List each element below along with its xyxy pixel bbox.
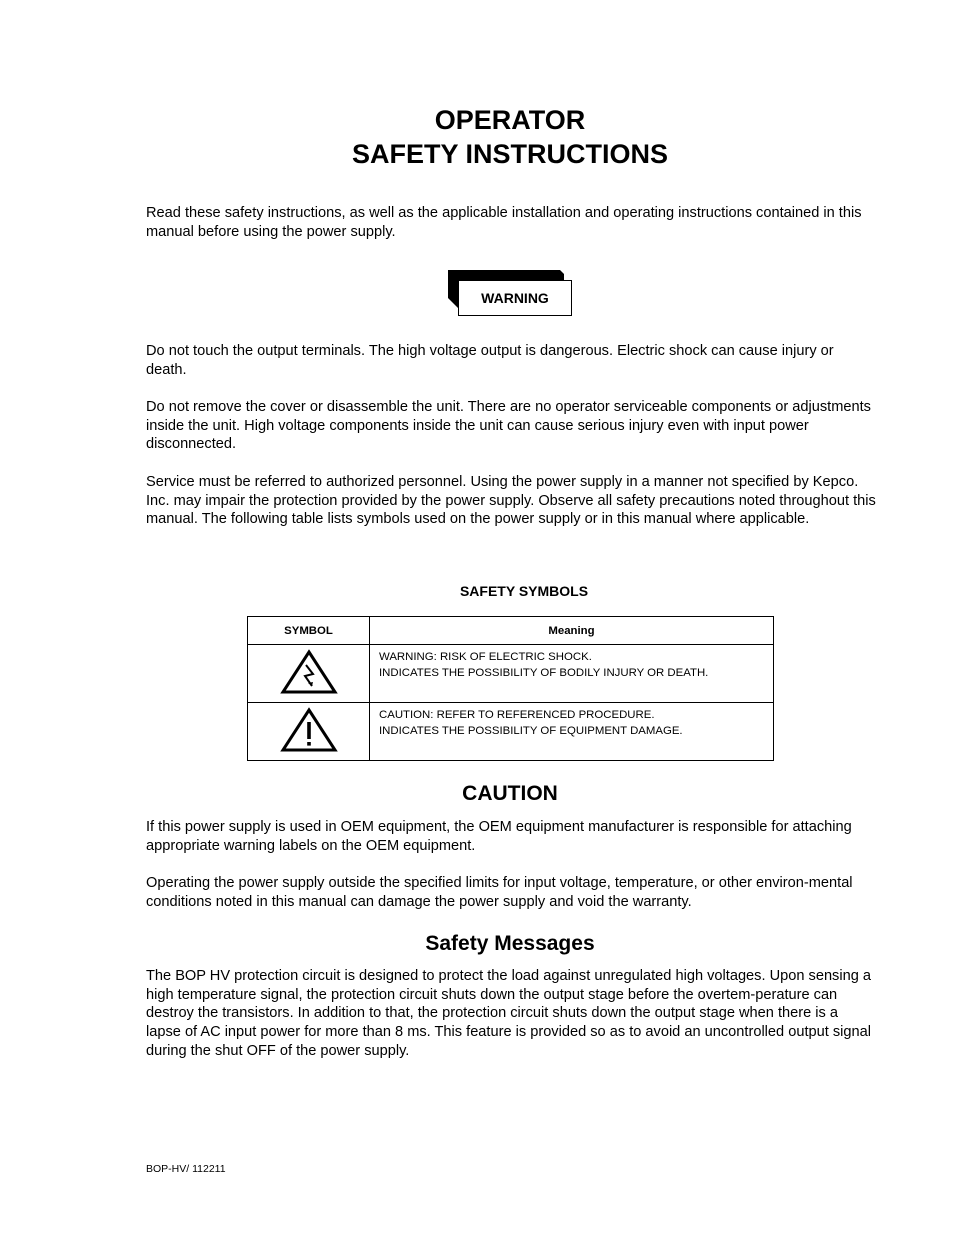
safety-symbols-table bbox=[247, 616, 774, 761]
warning-banner bbox=[448, 270, 574, 318]
safety-messages-heading: Safety Messages bbox=[425, 932, 595, 955]
caution-exclamation-icon bbox=[280, 707, 338, 753]
caution-paragraph-2: Operating the power supply outside the specified limits for input voltage, temperature, or other environ-mental conditions noted in this manual can damage the power supply and void the warranty. bbox=[146, 875, 853, 910]
intro-paragraph: Read these safety instructions, as well as the applicable installation and operating instructions contained in this manual before using the power supply. bbox=[146, 205, 862, 240]
title-line-1: OPERATOR bbox=[434, 105, 586, 135]
table-row bbox=[248, 645, 774, 703]
footer-doc-id: BOP-HV/ 112211 bbox=[146, 1163, 226, 1175]
meaning-line-1: CAUTION: REFER TO REFERENCED PROCEDURE. bbox=[379, 709, 655, 721]
meaning-line-2: INDICATES THE POSSIBILITY OF BODILY INJURY OR DEATH. bbox=[379, 667, 709, 679]
table-header-row bbox=[248, 617, 774, 645]
title-line-2: SAFETY INSTRUCTIONS bbox=[351, 139, 669, 169]
warning-paragraph-2: Do not remove the cover or disassemble the unit. There are no operator serviceable components or adjustments inside the unit. High voltage components inside the unit can cause serious injury even with input power disconnected. bbox=[146, 399, 871, 453]
meaning-cell bbox=[370, 645, 774, 703]
meaning-cell bbox=[370, 703, 774, 761]
warning-label: WARNING bbox=[458, 280, 572, 316]
header-meaning: Meaning bbox=[370, 617, 774, 645]
caution-paragraph-1: If this power supply is used in OEM equipment, the OEM equipment manufacturer is responsible for attaching appropriate warning labels on the OEM equipment. bbox=[146, 819, 852, 854]
safety-messages-paragraph: The BOP HV protection circuit is designed to protect the load against unregulated high voltages. Upon sensing a high temperature signal, the protection circuit shuts down the output stage before the overtem-perature can destroy the transistors. In addition to that, the protection circuit shuts down the output stage when there is a lapse of AC input power for more than 8 ms. This feature is provided so as to avoid an uncontrolled output signal during the shut OFF of the power supply. bbox=[146, 968, 871, 1059]
page-title bbox=[0, 103, 954, 171]
meaning-line-2: INDICATES THE POSSIBILITY OF EQUIPMENT DAMAGE. bbox=[379, 725, 683, 737]
caution-heading: CAUTION bbox=[462, 782, 558, 805]
electric-shock-warning-icon bbox=[280, 649, 338, 695]
warning-paragraph-1: Do not touch the output terminals. The high voltage output is dangerous. Electric shock can cause injury or death. bbox=[146, 343, 834, 378]
meaning-line-1: WARNING: RISK OF ELECTRIC SHOCK. bbox=[379, 651, 592, 663]
symbol-cell bbox=[248, 703, 370, 761]
safety-symbols-title: SAFETY SYMBOLS bbox=[459, 583, 589, 599]
warning-paragraph-3: Service must be referred to authorized personnel. Using the power supply in a manner not specified by Kepco. Inc. may impair the protection provided by the power supply. Observe all safety precautions noted throughout this manual. The following table lists symbols used on the power supply or in this manual where applicable. bbox=[146, 474, 876, 528]
symbol-cell bbox=[248, 645, 370, 703]
header-symbol: SYMBOL bbox=[248, 617, 370, 645]
table-row bbox=[248, 703, 774, 761]
